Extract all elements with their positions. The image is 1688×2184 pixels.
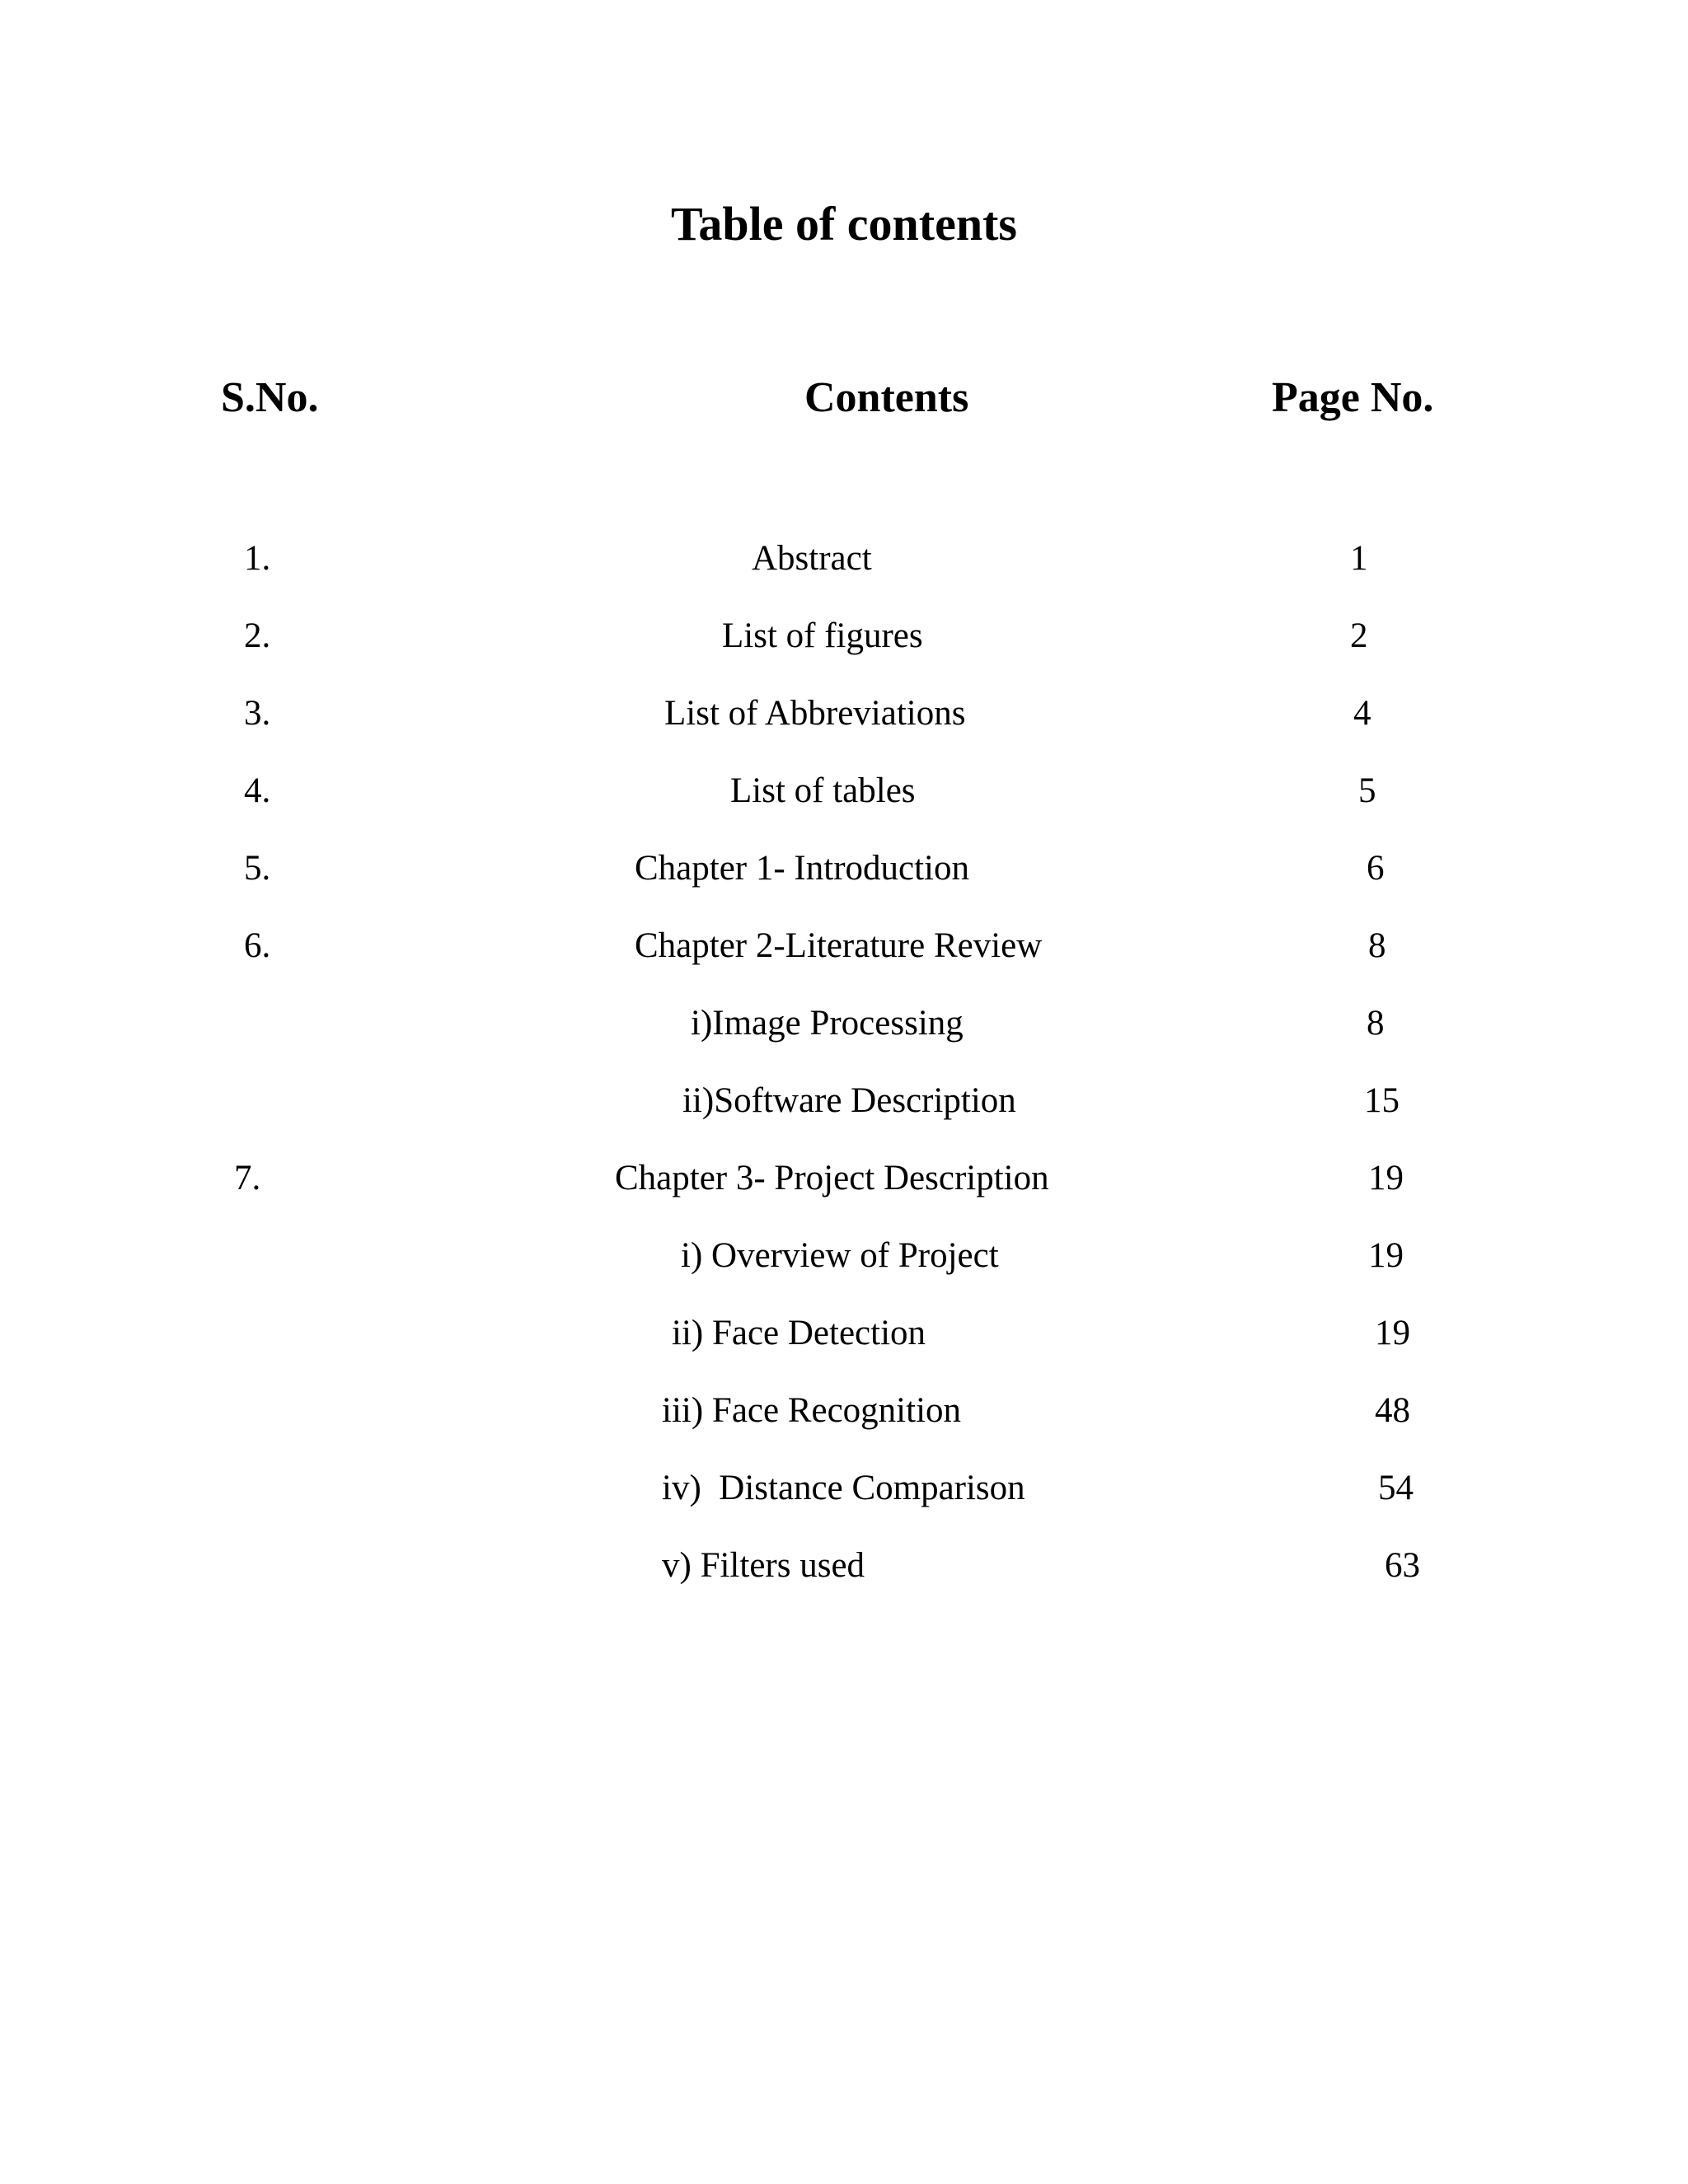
toc-page: 19 <box>1375 1314 1410 1352</box>
toc-sno: 7. <box>234 1159 261 1197</box>
toc-sno: 1. <box>244 539 271 578</box>
toc-page: 15 <box>1364 1081 1400 1120</box>
toc-page: 19 <box>1368 1159 1404 1197</box>
toc-page: 6 <box>1367 849 1385 888</box>
toc-entry: iv) Distance Comparison <box>662 1469 1025 1507</box>
toc-entry: List of figures <box>722 616 923 655</box>
toc-entry: i)Image Processing <box>691 1004 964 1043</box>
column-header-sno: S.No. <box>221 374 319 421</box>
toc-entry: Abstract <box>752 539 872 578</box>
toc-page: 4 <box>1353 694 1372 733</box>
toc-sno: 3. <box>244 694 271 733</box>
toc-page: 54 <box>1378 1469 1414 1507</box>
toc-page: 2 <box>1350 616 1368 655</box>
toc-entry: Chapter 2-Literature Review <box>635 926 1043 965</box>
toc-page: 1 <box>1350 539 1368 578</box>
toc-entry: iii) Face Recognition <box>662 1391 962 1430</box>
toc-page: 19 <box>1368 1236 1404 1275</box>
page-title: Table of contents <box>671 197 1017 251</box>
toc-page: 5 <box>1358 771 1376 810</box>
toc-sno: 6. <box>244 926 271 965</box>
toc-page: 8 <box>1368 926 1386 965</box>
toc-entry: Chapter 1- Introduction <box>635 849 970 888</box>
column-header-contents: Contents <box>804 374 969 421</box>
toc-page: 48 <box>1375 1391 1410 1430</box>
toc-sno: 5. <box>244 849 271 888</box>
column-header-page-no: Page No. <box>1272 374 1434 421</box>
toc-entry: List of Abbreviations <box>664 694 966 733</box>
toc-entry: i) Overview of Project <box>681 1236 999 1275</box>
toc-entry: ii)Software Description <box>682 1081 1016 1120</box>
toc-entry: List of tables <box>730 771 916 810</box>
toc-sno: 4. <box>244 771 271 810</box>
toc-entry: v) Filters used <box>662 1546 865 1585</box>
toc-page: 63 <box>1385 1546 1420 1585</box>
toc-sno: 2. <box>244 616 271 655</box>
toc-entry: ii) Face Detection <box>672 1314 926 1352</box>
toc-entry: Chapter 3- Project Description <box>615 1159 1049 1197</box>
toc-page: 8 <box>1367 1004 1385 1043</box>
